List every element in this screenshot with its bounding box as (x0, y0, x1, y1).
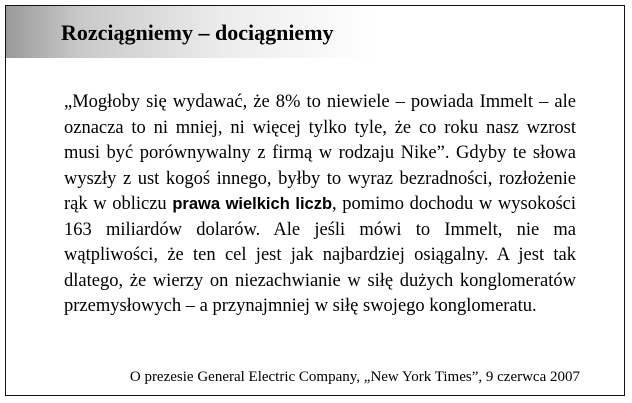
quote-bold-term: prawa wielkich liczb (172, 195, 333, 213)
quote-source: O prezesie General Electric Company, „New York Times”, 9 czerwca 2007 (129, 369, 580, 385)
box-title: Rozciągniemy – dociągniemy (61, 20, 334, 45)
text-box (5, 5, 625, 396)
quote-text-before: „Mogłoby się wydawać, że 8% to niewiele – powiada Immelt – ale oznacza to ni mniej, ni więcej tylko tyle, że co roku nasz wzrost musi być porównywalny z firmą w rodzaju Nike”. Gdyby te słowa wyszły z ust kogoś innego, byłby to wyraz bezradności, rozłożenie rąk w obliczu (64, 92, 576, 214)
quote-paragraph (64, 90, 576, 320)
quote-text-after: , pomimo dochodu w wysokości 163 miliardów dolarów. Ale jeśli mówi to Immelt, nie ma wątpliwości, że ten cel jest jak najbardziej osiągalny. A jest tak dlatego, że wierzy on niezachwianie w siłę dużych konglomeratów przemysłowych – a przynajmniej w siłę swojego konglomeratu. (64, 194, 576, 316)
